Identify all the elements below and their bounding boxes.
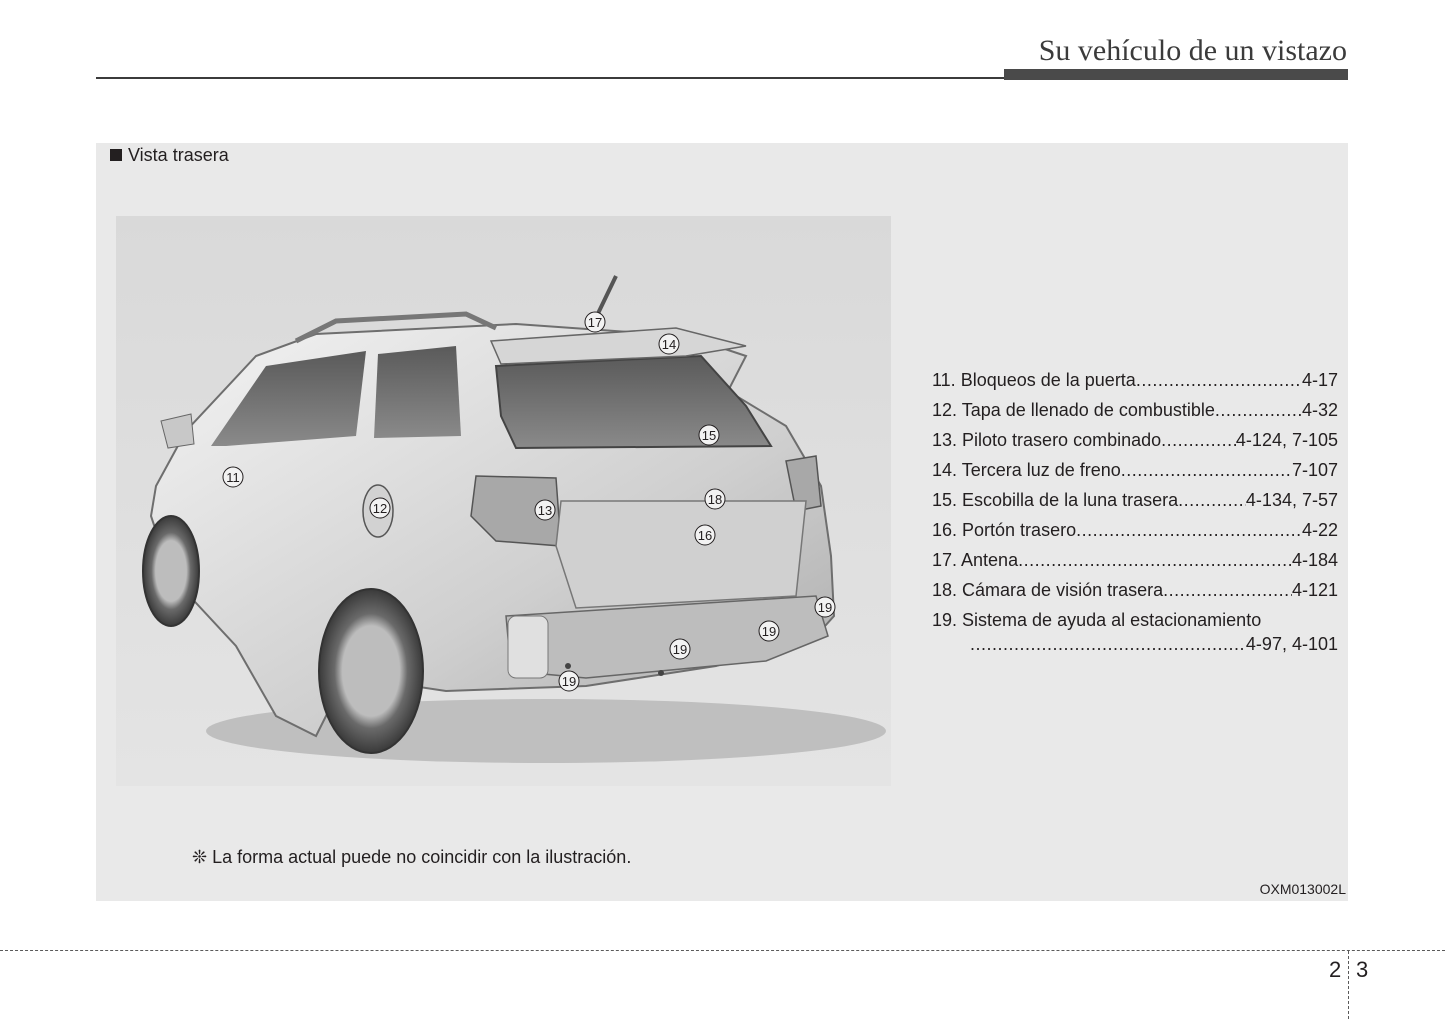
square-bullet-icon xyxy=(110,149,122,161)
callout-13 xyxy=(535,500,555,520)
svg-text:15: 15 xyxy=(701,428,717,443)
legend-pages: 4-121 xyxy=(1291,580,1338,600)
legend-item xyxy=(932,369,1338,399)
figure-code: OXM013002L xyxy=(1259,881,1346,897)
legend-item xyxy=(932,609,1338,633)
svg-text:13: 13 xyxy=(537,503,553,518)
rear-side-window xyxy=(374,346,461,438)
callout-15 xyxy=(699,425,719,445)
legend-label: 13. Piloto trasero combinado xyxy=(932,430,1162,450)
leader-dots xyxy=(1215,399,1302,429)
legend-item xyxy=(932,519,1338,549)
legend-label: 16. Portón trasero xyxy=(932,520,1077,540)
legend-item xyxy=(932,429,1338,459)
rear-reflector xyxy=(508,616,548,678)
header-rule-accent xyxy=(1004,69,1348,80)
legend-item xyxy=(932,549,1338,579)
callout-19 xyxy=(815,597,835,617)
legend-item xyxy=(932,579,1338,609)
leader-dots xyxy=(1161,429,1236,459)
callout-19 xyxy=(759,621,779,641)
callout-14 xyxy=(659,334,679,354)
header-rule xyxy=(96,77,1006,79)
callout-17 xyxy=(585,312,605,332)
legend-pages: 7-107 xyxy=(1291,460,1338,480)
legend-label: 14. Tercera luz de freno xyxy=(932,460,1121,480)
legend-pages: 4-124, 7-105 xyxy=(1235,430,1338,450)
leader-dots xyxy=(1178,489,1246,519)
legend-item xyxy=(932,399,1338,429)
footer-rule xyxy=(0,950,1445,951)
svg-text:19: 19 xyxy=(817,600,833,615)
callout-19 xyxy=(670,639,690,659)
svg-text:19: 19 xyxy=(561,674,577,689)
svg-text:11: 11 xyxy=(226,470,240,485)
section-label-text: Vista trasera xyxy=(128,145,229,165)
legend-pages: 4-134, 7-57 xyxy=(1245,490,1338,510)
legend-item-continuation xyxy=(932,633,1338,661)
callout-12 xyxy=(370,498,390,518)
callout-16 xyxy=(695,525,715,545)
legend-pages: 4-97, 4-101 xyxy=(1245,634,1338,654)
page-number-left: 2 xyxy=(1329,957,1342,982)
rear-wheel xyxy=(319,589,423,753)
legend-pages: 4-32 xyxy=(1301,400,1338,420)
leader-dots xyxy=(1163,579,1292,609)
legend-pages: 4-17 xyxy=(1301,370,1338,390)
page-divider xyxy=(1348,951,1349,1019)
svg-text:19: 19 xyxy=(761,624,777,639)
illustration-note: ❊ La forma actual puede no coincidir con la ilustración. xyxy=(192,847,632,867)
callout-11 xyxy=(223,467,243,487)
svg-text:14: 14 xyxy=(661,337,677,352)
legend-pages: 4-22 xyxy=(1301,520,1338,540)
legend-label: 19. Sistema de ayuda al estacionamiento xyxy=(932,610,1262,630)
legend-label: 18. Cámara de visión trasera xyxy=(932,580,1164,600)
front-wheel xyxy=(143,516,199,626)
leader-dots xyxy=(1076,519,1302,549)
vehicle-rear-illustration xyxy=(116,216,891,786)
parking-sensor xyxy=(565,663,571,669)
legend-label: 15. Escobilla de la luna trasera xyxy=(932,490,1179,510)
svg-text:16: 16 xyxy=(697,528,713,543)
leader-dots xyxy=(1121,459,1292,489)
page-title: Su vehículo de un vistazo xyxy=(1038,34,1347,67)
legend-item xyxy=(932,489,1338,519)
svg-text:19: 19 xyxy=(672,642,688,657)
page-number-right: 3 xyxy=(1356,957,1369,982)
leader-dots xyxy=(970,633,1246,661)
leader-dots xyxy=(1136,369,1302,399)
svg-text:12: 12 xyxy=(372,501,388,516)
section-label xyxy=(110,145,229,166)
parking-sensor xyxy=(658,670,664,676)
legend-label: 17. Antena xyxy=(932,550,1019,570)
tailgate xyxy=(556,501,806,608)
figure-panel xyxy=(96,143,1348,901)
legend-item xyxy=(932,459,1338,489)
callout-18 xyxy=(705,489,725,509)
svg-text:18: 18 xyxy=(707,492,723,507)
parts-legend xyxy=(932,369,1338,661)
legend-pages: 4-184 xyxy=(1291,550,1338,570)
leader-dots xyxy=(1018,549,1292,579)
svg-text:17: 17 xyxy=(587,315,603,330)
legend-label: 12. Tapa de llenado de combustible xyxy=(932,400,1215,420)
legend-label: 11. Bloqueos de la puerta xyxy=(932,370,1136,390)
callout-19 xyxy=(559,671,579,691)
